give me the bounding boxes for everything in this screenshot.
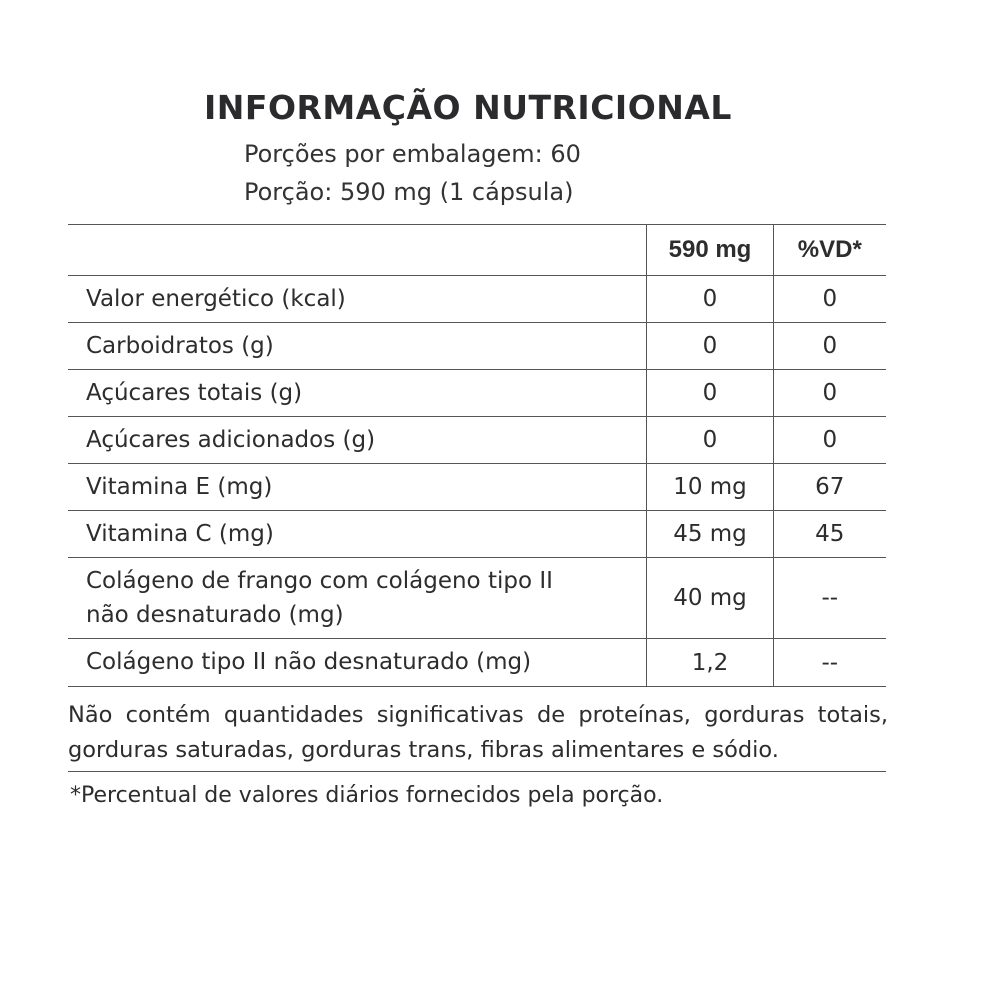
nutrient-name-line: não desnaturado (mg) (86, 602, 344, 628)
nutrient-name-line: Colágeno de frango com colágeno tipo II (86, 567, 553, 594)
nutrient-dv: 0 (773, 276, 886, 323)
nutrient-amount: 0 (647, 417, 773, 464)
nutrient-dv: -- (773, 639, 886, 687)
nutrient-amount: 0 (647, 276, 773, 323)
header-daily-value: %VD* (773, 225, 886, 276)
nutrient-dv: 67 (773, 464, 886, 511)
nutrient-dv: 45 (773, 511, 886, 558)
nutrient-name (68, 558, 647, 639)
header-amount: 590 mg (647, 225, 773, 276)
nutrient-dv: -- (773, 558, 886, 639)
table-row (68, 464, 886, 511)
table-row (68, 370, 886, 417)
nutrient-amount: 0 (647, 370, 773, 417)
nutrient-name: Valor energético (kcal) (68, 276, 647, 323)
table-row (68, 276, 886, 323)
nutrient-name: Vitamina E (mg) (68, 464, 647, 511)
table-header-row (68, 225, 886, 276)
nutrient-amount: 45 mg (647, 511, 773, 558)
serving-size: Porção: 590 mg (1 cápsula) (244, 178, 574, 206)
label-title: INFORMAÇÃO NUTRICIONAL (204, 88, 732, 127)
nutrient-name: Vitamina C (mg) (68, 511, 647, 558)
nutrient-name: Açúcares totais (g) (68, 370, 647, 417)
nutrient-amount: 40 mg (647, 558, 773, 639)
header-nutrient (68, 225, 647, 276)
nutrient-amount: 10 mg (647, 464, 773, 511)
table-row (68, 323, 886, 370)
nutrient-name: Colágeno tipo II não desnaturado (mg) (68, 639, 647, 687)
nutrient-dv: 0 (773, 417, 886, 464)
servings-per-package: Porções por embalagem: 60 (244, 140, 581, 168)
footnote: *Percentual de valores diários fornecidos pela porção. (70, 783, 664, 808)
nutrient-amount: 1,2 (647, 639, 773, 687)
nutrient-dv: 0 (773, 323, 886, 370)
nutrition-table (68, 224, 886, 687)
table-row (68, 511, 886, 558)
nutrient-name: Carboidratos (g) (68, 323, 647, 370)
table-row (68, 417, 886, 464)
divider (68, 771, 886, 772)
table-row (68, 558, 886, 639)
nutrient-dv: 0 (773, 370, 886, 417)
nutrient-name: Açúcares adicionados (g) (68, 417, 647, 464)
nutrient-amount: 0 (647, 323, 773, 370)
table-row (68, 639, 886, 687)
not-significant-note: Não contém quantidades significativas de proteínas, gorduras totais, gorduras saturadas, gorduras trans, fibras alimentares e sódio. (68, 702, 888, 763)
